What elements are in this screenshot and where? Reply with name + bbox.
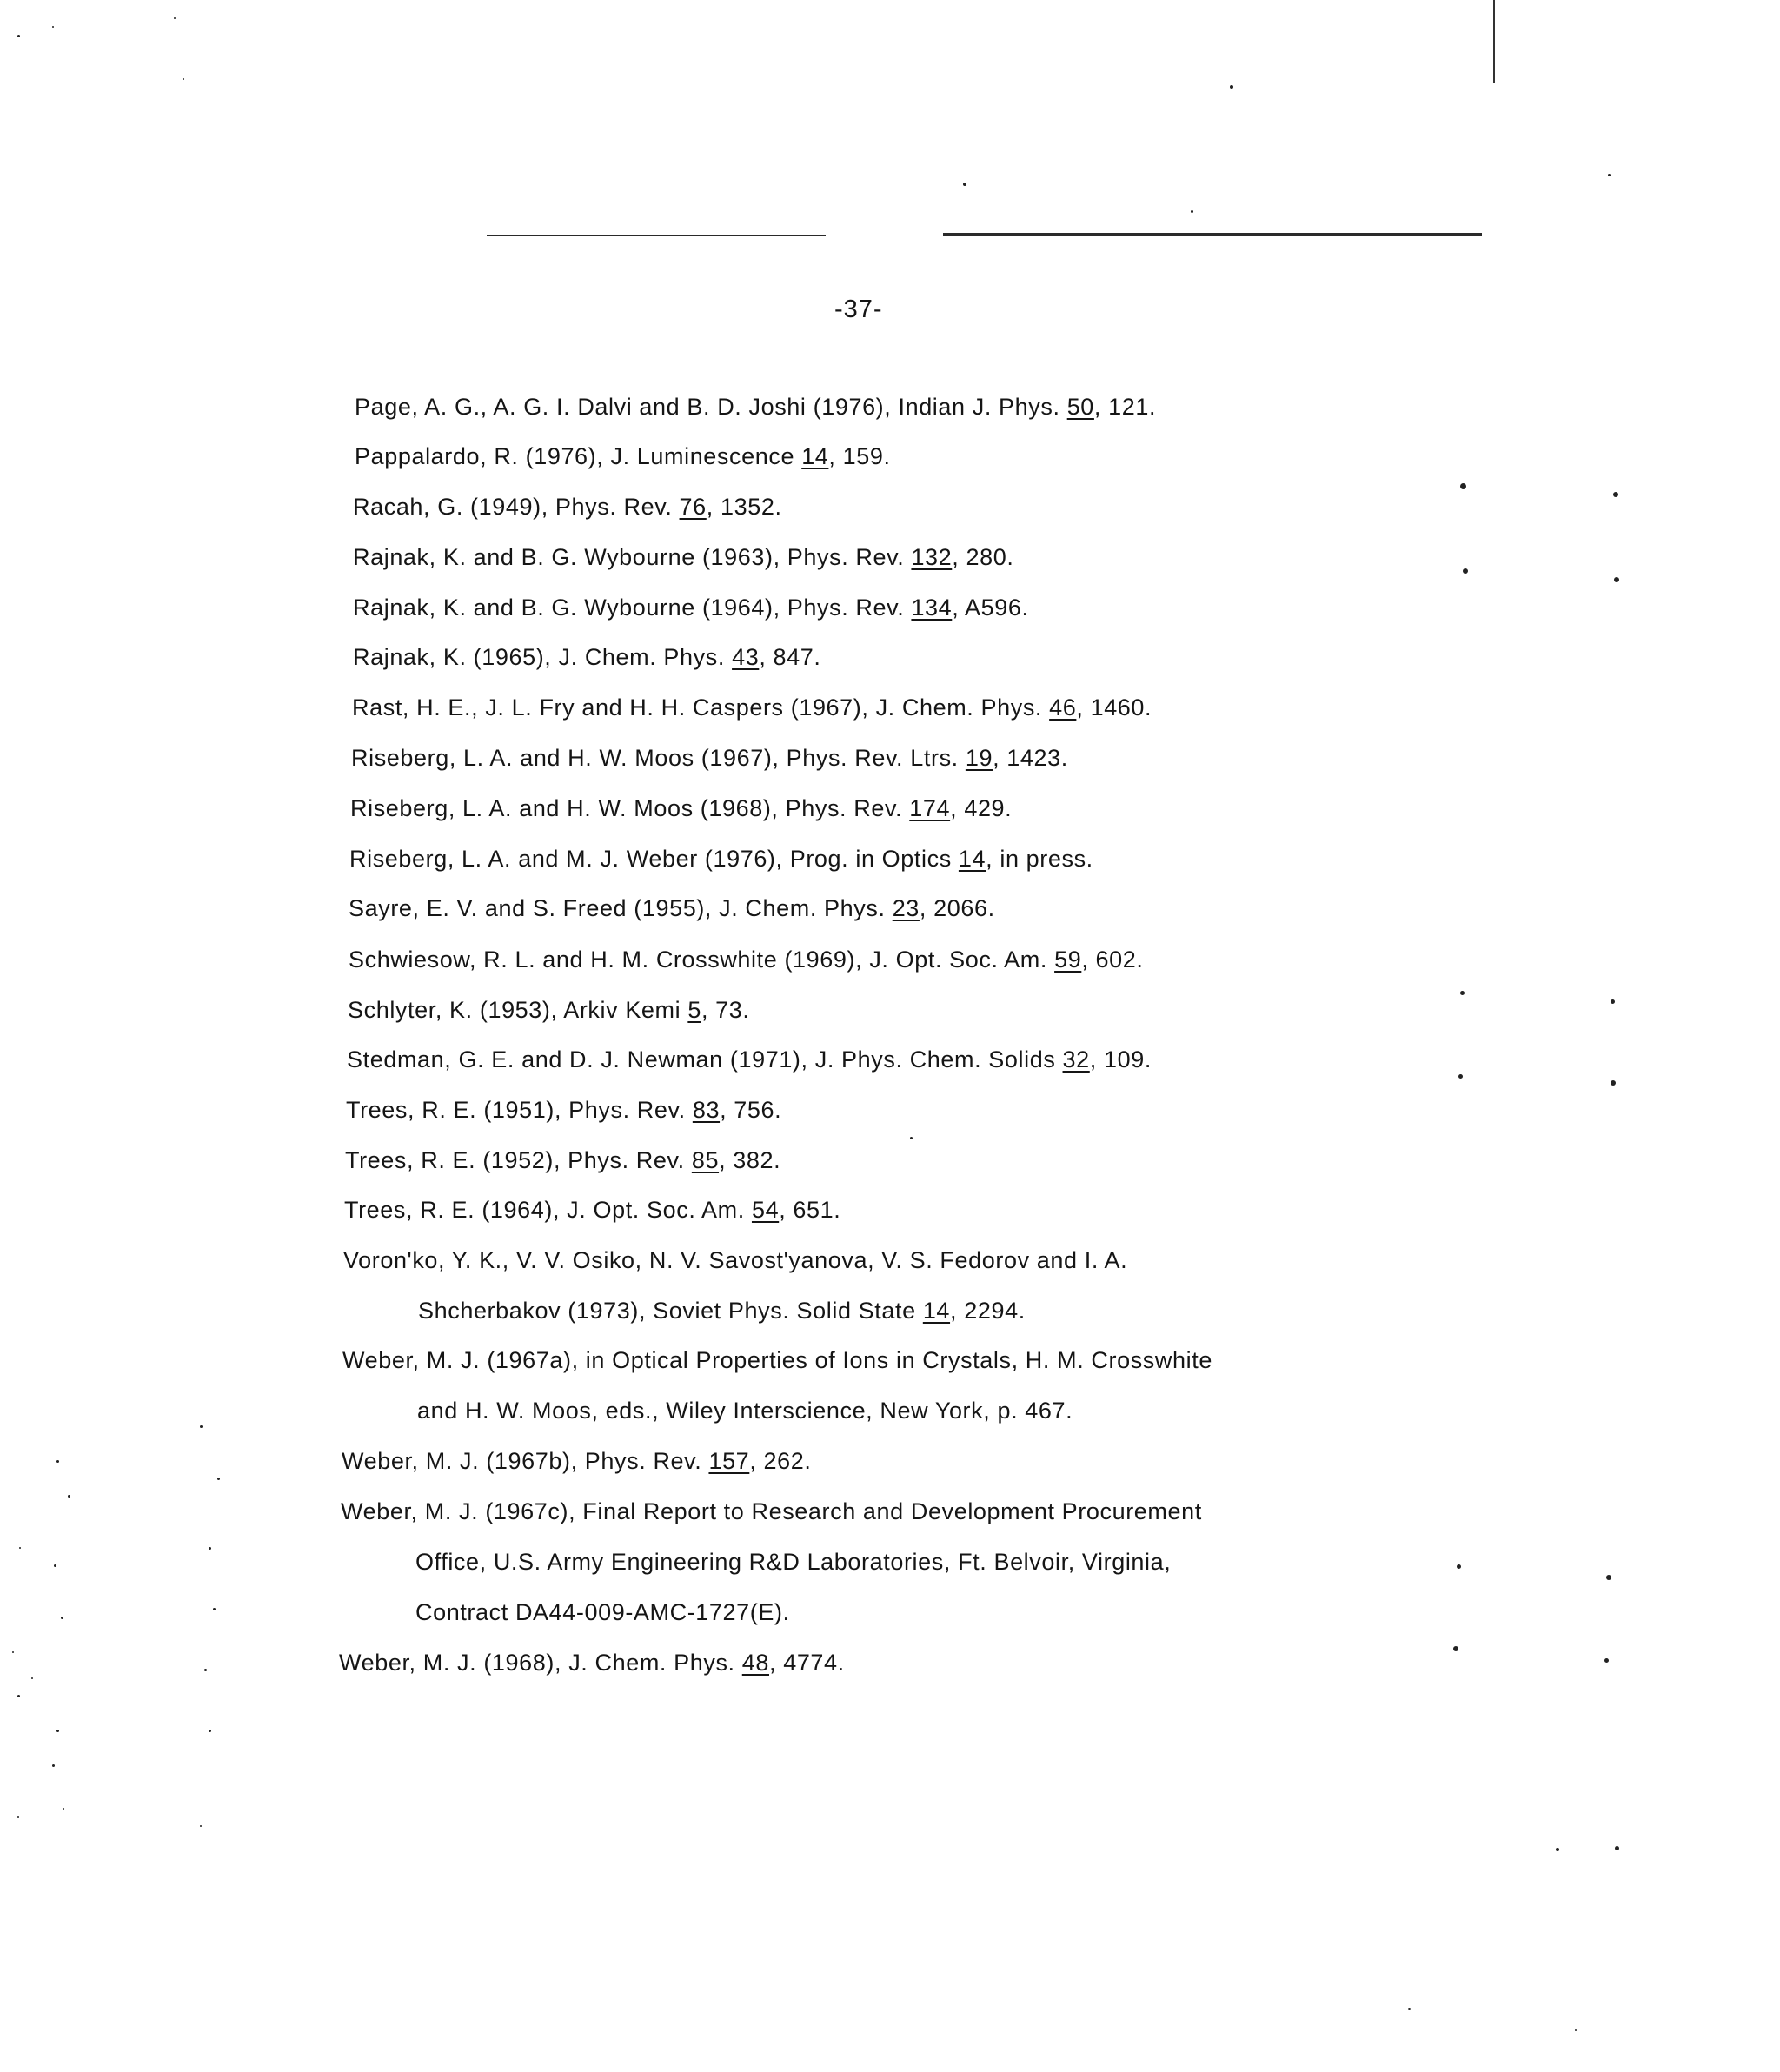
reference-volume: 50 [1066,394,1094,420]
reference-text: Weber, M. J. (1967c), Final Report to Research and Development Procurement [341,1498,1202,1524]
reference-volume: 76 [679,494,707,520]
scan-speck [52,26,54,28]
scan-speck [204,1669,207,1671]
reference-continuation-volume: 14 [922,1298,951,1324]
reference-text: Rast, H. E., J. L. Fry and H. H. Caspers (1967), J. Chem. Phys. [352,694,1050,721]
scan-speck [1614,577,1619,582]
reference-entry [349,894,995,922]
scan-speck [209,1547,211,1550]
scan-speck [209,1730,211,1732]
reference-text: Schwiesow, R. L. and H. M. Crosswhite (1969), J. Opt. Soc. Am. [349,946,1055,973]
reference-pages: , 4774. [769,1650,845,1676]
reference-entry [348,996,750,1024]
reference-pages: , 121. [1093,394,1157,420]
reference-pages: , 73. [701,997,750,1023]
reference-pages: , 280. [952,544,1014,570]
reference-volume: 174 [909,795,951,821]
reference-continuation [415,1598,790,1626]
reference-entry [352,694,1152,721]
reference-continuation-text: Office, U.S. Army Engineering R&D Laboratories, Ft. Belvoir, Virginia, [415,1549,1172,1575]
scan-speck [1458,1074,1463,1079]
scan-speck [217,1478,220,1480]
scan-speck [1457,1564,1461,1569]
reference-continuation-text: Contract DA44-009-AMC-1727(E). [415,1599,790,1625]
scan-speck [17,1695,20,1697]
scan-speck [910,1137,913,1139]
reference-entry [353,493,782,521]
scan-speck [1463,568,1468,574]
reference-entry [342,1346,1212,1374]
reference-volume: 5 [687,997,701,1023]
reference-text: Rajnak, K. (1965), J. Chem. Phys. [353,644,733,670]
reference-text: Riseberg, L. A. and M. J. Weber (1976), Prog. in Optics [349,846,959,872]
scan-speck [1191,210,1193,213]
page-number: -37- [834,296,883,323]
scan-speck [63,1808,64,1810]
reference-pages: , 429. [950,795,1013,821]
reference-text: Weber, M. J. (1968), J. Chem. Phys. [339,1650,742,1676]
scan-speck [174,17,176,19]
reference-volume: 23 [892,895,920,921]
reference-entry [355,442,891,470]
scan-speck [1556,1848,1559,1851]
scan-speck [68,1495,70,1498]
scan-speck [1453,1646,1458,1651]
reference-text: Sayre, E. V. and S. Freed (1955), J. Chem. Phys. [349,895,893,921]
scan-speck [61,1617,63,1619]
scan-speck [1613,492,1618,497]
reference-volume: 14 [801,443,829,469]
reference-entry [345,1146,780,1174]
scan-speck [1615,1846,1619,1850]
reference-entry [353,594,1029,621]
scan-speck [1608,174,1611,176]
scan-speck [213,1608,216,1610]
reference-volume: 132 [911,544,953,570]
reference-text: Stedman, G. E. and D. J. Newman (1971), J. Phys. Chem. Solids [347,1046,1063,1073]
scan-speck [56,1730,59,1732]
scan-vertical-bar [1493,0,1495,83]
reference-continuation-text: and H. W. Moos, eds., Wiley Interscience, New York, p. 467. [417,1398,1073,1424]
reference-volume: 134 [911,594,953,621]
reference-entry [350,794,1012,822]
scan-speck [183,78,184,80]
reference-text: Weber, M. J. (1967a), in Optical Properties of Ions in Crystals, H. M. Crosswhite [342,1347,1212,1373]
reference-continuation [417,1397,1073,1424]
reference-entry [342,1447,811,1475]
reference-entry [343,1246,1127,1274]
reference-text: Pappalardo, R. (1976), J. Luminescence [355,443,802,469]
reference-pages: , 1423. [993,745,1068,771]
scan-speck [200,1825,202,1827]
scan-speck [1604,1658,1609,1663]
reference-text: Trees, R. E. (1951), Phys. Rev. [346,1097,693,1123]
scan-speck [31,1677,33,1679]
reference-pages: , 159. [828,443,891,469]
reference-pages: , 847. [759,644,821,670]
reference-entry [347,1046,1152,1073]
scan-speck [1611,999,1615,1004]
reference-entry [341,1498,1202,1525]
reference-volume: 157 [708,1448,750,1474]
scan-speck [1460,991,1465,995]
reference-pages: , in press. [986,846,1093,872]
reference-entry [351,744,1068,772]
reference-pages: , 602. [1081,946,1144,973]
reference-volume: 43 [732,644,760,670]
scan-speck [56,1460,59,1463]
scan-speck [52,1764,55,1767]
reference-text: Weber, M. J. (1967b), Phys. Rev. [342,1448,709,1474]
reference-entry [353,543,1013,571]
reference-pages: , A596. [952,594,1029,621]
scan-speck [963,183,966,186]
reference-continuation [415,1548,1171,1576]
reference-pages: , 262. [749,1448,812,1474]
reference-volume: 83 [692,1097,721,1123]
reference-text: Riseberg, L. A. and H. W. Moos (1968), Phys. Rev. [350,795,910,821]
scan-speck [1408,2008,1411,2010]
reference-entry [349,946,1143,973]
reference-text: Rajnak, K. and B. G. Wybourne (1964), Phys. Rev. [353,594,912,621]
reference-entry [349,845,1093,873]
reference-volume: 46 [1049,694,1077,721]
scan-rule-right [943,233,1482,236]
reference-text: Trees, R. E. (1964), J. Opt. Soc. Am. [344,1197,752,1223]
reference-text: Racah, G. (1949), Phys. Rev. [353,494,680,520]
reference-volume: 14 [958,846,986,872]
reference-text: Trees, R. E. (1952), Phys. Rev. [345,1147,692,1173]
reference-continuation [418,1297,1026,1325]
scan-speck [1460,483,1466,489]
scan-speck [54,1564,56,1567]
reference-continuation-text: Shcherbakov (1973), Soviet Phys. Solid State [418,1298,923,1324]
reference-volume: 19 [965,745,993,771]
scan-speck [19,1547,21,1549]
scan-speck [1575,2029,1577,2031]
reference-pages: , 651. [779,1197,841,1223]
reference-pages: , 382. [719,1147,781,1173]
reference-entry [339,1649,845,1677]
reference-text: Voron'ko, Y. K., V. V. Osiko, N. V. Savost'yanova, V. S. Fedorov and I. A. [343,1247,1128,1273]
reference-volume: 59 [1054,946,1082,973]
scan-speck [12,1651,14,1653]
reference-text: Riseberg, L. A. and H. W. Moos (1967), Phys. Rev. Ltrs. [351,745,966,771]
reference-entry [355,393,1156,421]
reference-entry [344,1196,840,1224]
reference-entry [346,1096,781,1124]
reference-volume: 85 [691,1147,720,1173]
scan-rule-left [487,235,826,236]
reference-continuation-pages: , 2294. [950,1298,1026,1324]
reference-pages: , 756. [720,1097,782,1123]
scan-speck [17,35,20,37]
reference-pages: , 1352. [706,494,782,520]
reference-entry [353,643,820,671]
reference-text: Schlyter, K. (1953), Arkiv Kemi [348,997,688,1023]
reference-volume: 32 [1062,1046,1090,1073]
scan-speck [1611,1080,1616,1086]
reference-volume: 54 [751,1197,780,1223]
reference-text: Rajnak, K. and B. G. Wybourne (1963), Phys. Rev. [353,544,912,570]
scan-speck [1606,1575,1611,1580]
reference-text: Page, A. G., A. G. I. Dalvi and B. D. Joshi (1976), Indian J. Phys. [355,394,1067,420]
scan-speck [17,1816,19,1818]
scan-speck [1230,85,1233,89]
reference-pages: , 2066. [919,895,995,921]
reference-pages: , 109. [1089,1046,1152,1073]
reference-pages: , 1460. [1076,694,1152,721]
scan-speck [200,1425,203,1428]
reference-volume: 48 [741,1650,769,1676]
